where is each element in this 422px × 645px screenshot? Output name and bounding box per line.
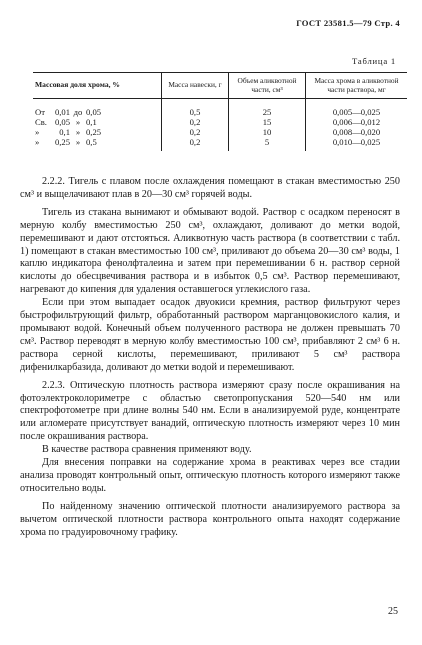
range-to: 0,25 bbox=[86, 127, 102, 138]
chrome-mass-cell: 0,008—0,020 bbox=[306, 127, 408, 137]
range-from: 0,05 bbox=[54, 117, 70, 128]
chrome-mass-cell: 0,005—0,025 bbox=[306, 99, 408, 118]
range-to: 0,05 bbox=[86, 107, 102, 118]
page-number: 25 bbox=[388, 606, 398, 617]
range-mid: » bbox=[75, 137, 81, 148]
sample-mass-cell: 0,2 bbox=[162, 117, 229, 127]
body-text bbox=[20, 176, 400, 539]
range-prefix: От bbox=[35, 107, 45, 118]
chrome-range-cell bbox=[33, 117, 162, 127]
paragraph: В качестве раствора сравнения применяют воду. bbox=[42, 444, 252, 456]
range-from: 0,01 bbox=[54, 107, 70, 118]
table-header-row bbox=[33, 73, 407, 99]
range-prefix: » bbox=[35, 137, 40, 148]
sample-mass-cell: 0,5 bbox=[162, 99, 229, 118]
range-mid: » bbox=[75, 127, 81, 138]
chrome-mass-table bbox=[33, 72, 407, 151]
aliquot-volume-cell: 5 bbox=[229, 137, 306, 151]
paragraph-2-2-2: 2.2.2. Тигель с плавом после охлаждения помещают в стакан вместимостью 250 см³ и выщелачивают плав в 20—30 см³ горячей воды. bbox=[20, 176, 400, 200]
column-header: Масса хрома в аликвотной части раствора, мг bbox=[306, 73, 408, 99]
paragraph-2-2-3: 2.2.3. Оптическую плотность раствора измеряют сразу после окрашивания на фотоэлектроколориметре с областью светопропускания 520—540 нм или спектрофотометре при длине волны 540 нм. Если в анализируемой руде, концентрате или агломерате присутствует ванадий, оптическую плотность измеряют через 10 мин после окрашивания раствора. bbox=[20, 379, 400, 443]
range-prefix: » bbox=[35, 127, 40, 138]
column-header: Масса навески, г bbox=[162, 73, 229, 99]
paragraph: Для внесения поправки на содержание хрома в реактивах через все стадии анализа проводят контрольный опыт, оптическую плотность которого измеряют также относительно воды. bbox=[20, 457, 400, 494]
column-header: Массовая доля хрома, % bbox=[33, 73, 162, 99]
table-caption: Таблица 1 bbox=[352, 56, 396, 66]
chrome-mass-cell: 0,006—0,012 bbox=[306, 117, 408, 127]
chrome-range-cell bbox=[33, 99, 162, 118]
sample-mass-cell: 0,2 bbox=[162, 137, 229, 151]
table-row bbox=[33, 127, 407, 137]
range-prefix: Св. bbox=[35, 117, 47, 128]
chrome-range-cell bbox=[33, 127, 162, 137]
paragraph: Тигель из стакана вынимают и обмывают водой. Раствор с осадком переносят в мерную колбу вместимостью 250 см³, охлаждают, доливают до метки водой, перемешивают и дают отстояться. Аликвотную часть раствора (в соответствии с табл. 1) помещают в стакан вместимостью 100 см³, приливают до объема 20—30 см³ воды, 1 каплю индикатора фенолфталеина и затем при перемешивании 6 н. раствор серной кислоты до обесцвечивания раствора и в избыток 0,5 см³. Раствор перемешивают, нагревают до кипения для удаления оставшегося углекислого газа. bbox=[20, 206, 400, 296]
range-mid: » bbox=[75, 117, 81, 128]
range-to: 0,5 bbox=[86, 137, 97, 148]
aliquot-volume-cell: 25 bbox=[229, 99, 306, 118]
table-row bbox=[33, 99, 407, 118]
page-header: ГОСТ 23581.5—79 Стр. 4 bbox=[296, 18, 400, 28]
paragraph: По найденному значению оптической плотности анализируемого раствора за вычетом оптической плотности раствора контрольного опыта находят содержание хрома по градуировочному графику. bbox=[20, 500, 400, 538]
chrome-mass-cell: 0,010—0,025 bbox=[306, 137, 408, 151]
range-from: 0,25 bbox=[54, 137, 70, 148]
column-header: Объем аликвотной части, см³ bbox=[229, 73, 306, 99]
sample-mass-cell: 0,2 bbox=[162, 127, 229, 137]
aliquot-volume-cell: 15 bbox=[229, 117, 306, 127]
range-from: 0,1 bbox=[59, 127, 70, 138]
aliquot-volume-cell: 10 bbox=[229, 127, 306, 137]
range-to: 0,1 bbox=[86, 117, 97, 128]
table-row bbox=[33, 137, 407, 151]
paragraph: Если при этом выпадает осадок двуокиси кремния, раствор фильтруют через быстрофильтрующий фильтр, обработанный раствором марганцовокислого калия, и промывают водой. Конечный объем полученного раствора не должен превышать 70 см³. Раствор переводят в мерную колбу вместимостью 100 см³, прибавляют 2 см³ 6 н. раствора серной кислоты, перемешивают, приливают 5 см³ раствора дифенилкарбазида, доливают до метки водой и перемешивают. bbox=[20, 297, 400, 373]
range-mid: до bbox=[73, 107, 83, 118]
chrome-range-cell bbox=[33, 137, 162, 151]
table-row bbox=[33, 117, 407, 127]
